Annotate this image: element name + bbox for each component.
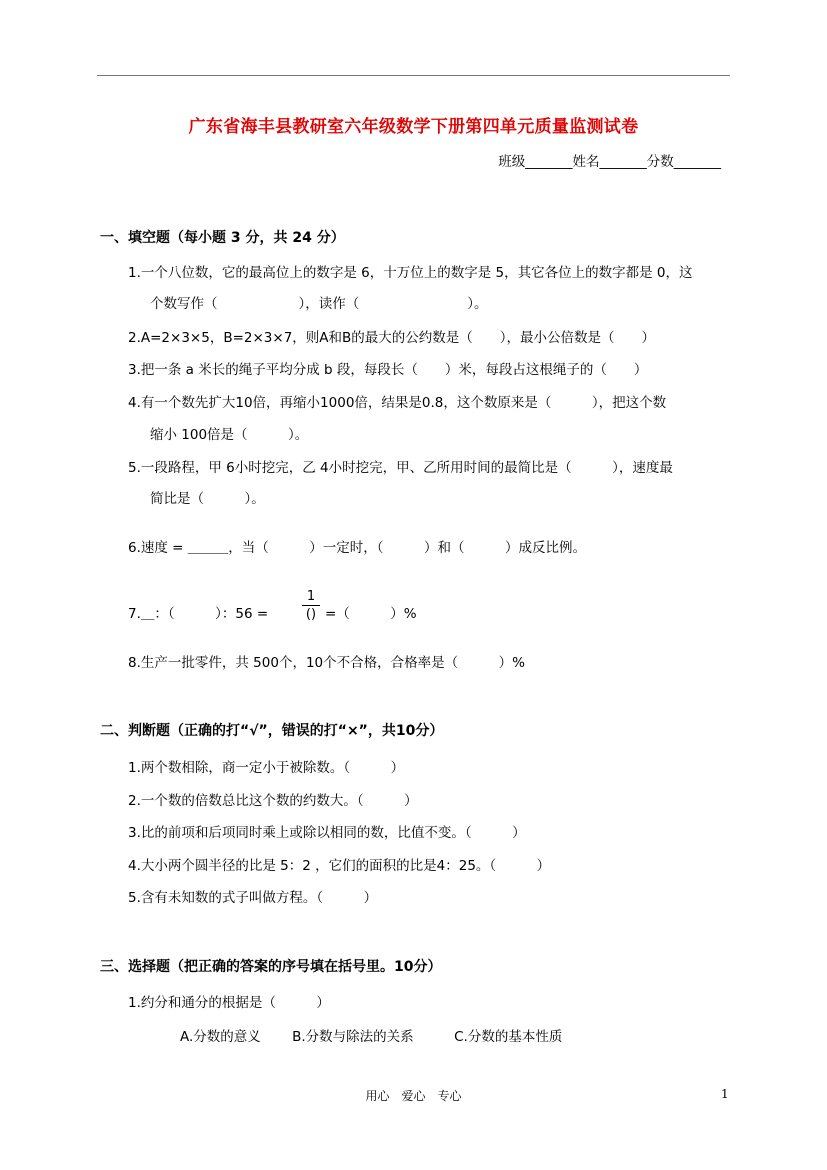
header-rule: [97, 75, 730, 76]
section-heading-fill-in: 一、填空题（每小题 3 分，共 24 分）: [100, 230, 345, 246]
footer-slogan: 用心 爱心 专心: [365, 1089, 462, 1103]
fraction-bar: [302, 605, 320, 606]
question-1-7-fraction: [302, 589, 320, 622]
page-title: 广东省海丰县教研室六年级数学下册第四单元质量监测试卷: [188, 117, 639, 137]
question-1-2: 2.A=2×3×5，B=2×3×7，则A和B的最大的公约数是（ ），最小公倍数是（ ）: [128, 330, 656, 346]
question-1-4-line2: 缩小 100倍是（ ）。: [150, 427, 309, 443]
question-1-4-line1: 4.有一个数先扩大10倍，再缩小1000倍，结果是0.8，这个数原来是（ ），把这个数: [128, 395, 667, 411]
question-2-3: 3.比的前项和后项同时乘上或除以相同的数，比值不变。（ ）: [128, 825, 526, 841]
page-number: 1: [721, 1087, 729, 1101]
question-2-1: 1.两个数相除，商一定小于被除数。（ ）: [128, 760, 405, 776]
question-1-5-line2: 简比是（ ）。: [150, 491, 265, 507]
question-3-1-options: A.分数的意义 B.分数与除法的关系 C.分数的基本性质: [180, 1029, 563, 1045]
student-info-line: 班级_______姓名_______分数_______: [498, 154, 721, 170]
section-heading-true-false: 二、判断题（正确的打“√”，错误的打“×”，共10分）: [100, 723, 444, 739]
question-1-3: 3.把一条 a 米长的绳子平均分成 b 段，每段长（ ）米，每段占这根绳子的（ ）: [128, 362, 648, 378]
question-2-5: 5.含有未知数的式子叫做方程。（ ）: [128, 890, 378, 906]
fraction-denominator: (): [305, 607, 317, 622]
question-3-1: 1.约分和通分的根据是（ ）: [128, 995, 330, 1011]
question-1-5-line1: 5.一段路程，甲 6小时挖完，乙 4小时挖完，甲、乙所用时间的最简比是（ ），速度最: [128, 460, 673, 476]
section-heading-multiple-choice: 三、选择题（把正确的答案的序号填在括号里。10分）: [100, 959, 442, 975]
question-2-4: 4.大小两个圆半径的比是 5：2 ，它们的面积的比是4：25。（ ）: [128, 858, 551, 874]
question-1-1-line1: 1.一个八位数，它的最高位上的数字是 6，十万位上的数字是 5，其它各位上的数字都是 0，这: [128, 265, 693, 281]
fraction-numerator: 1: [306, 589, 316, 604]
question-1-7-right: =（ ）%: [325, 606, 417, 622]
question-2-2: 2.一个数的倍数总比这个数的约数大。（ ）: [128, 793, 418, 809]
question-1-8: 8.生产一批零件，共 500个，10个不合格，合格率是（ ）%: [128, 655, 525, 671]
question-1-1-line2: 个数写作（ ），读作（ ）。: [150, 296, 488, 312]
question-1-7-left: 7.＿：（ ）：56 =: [128, 606, 269, 622]
question-1-6: 6.速度 = ＿＿＿，当（ ）一定时，（ ）和（ ）成反比例。: [128, 540, 587, 556]
